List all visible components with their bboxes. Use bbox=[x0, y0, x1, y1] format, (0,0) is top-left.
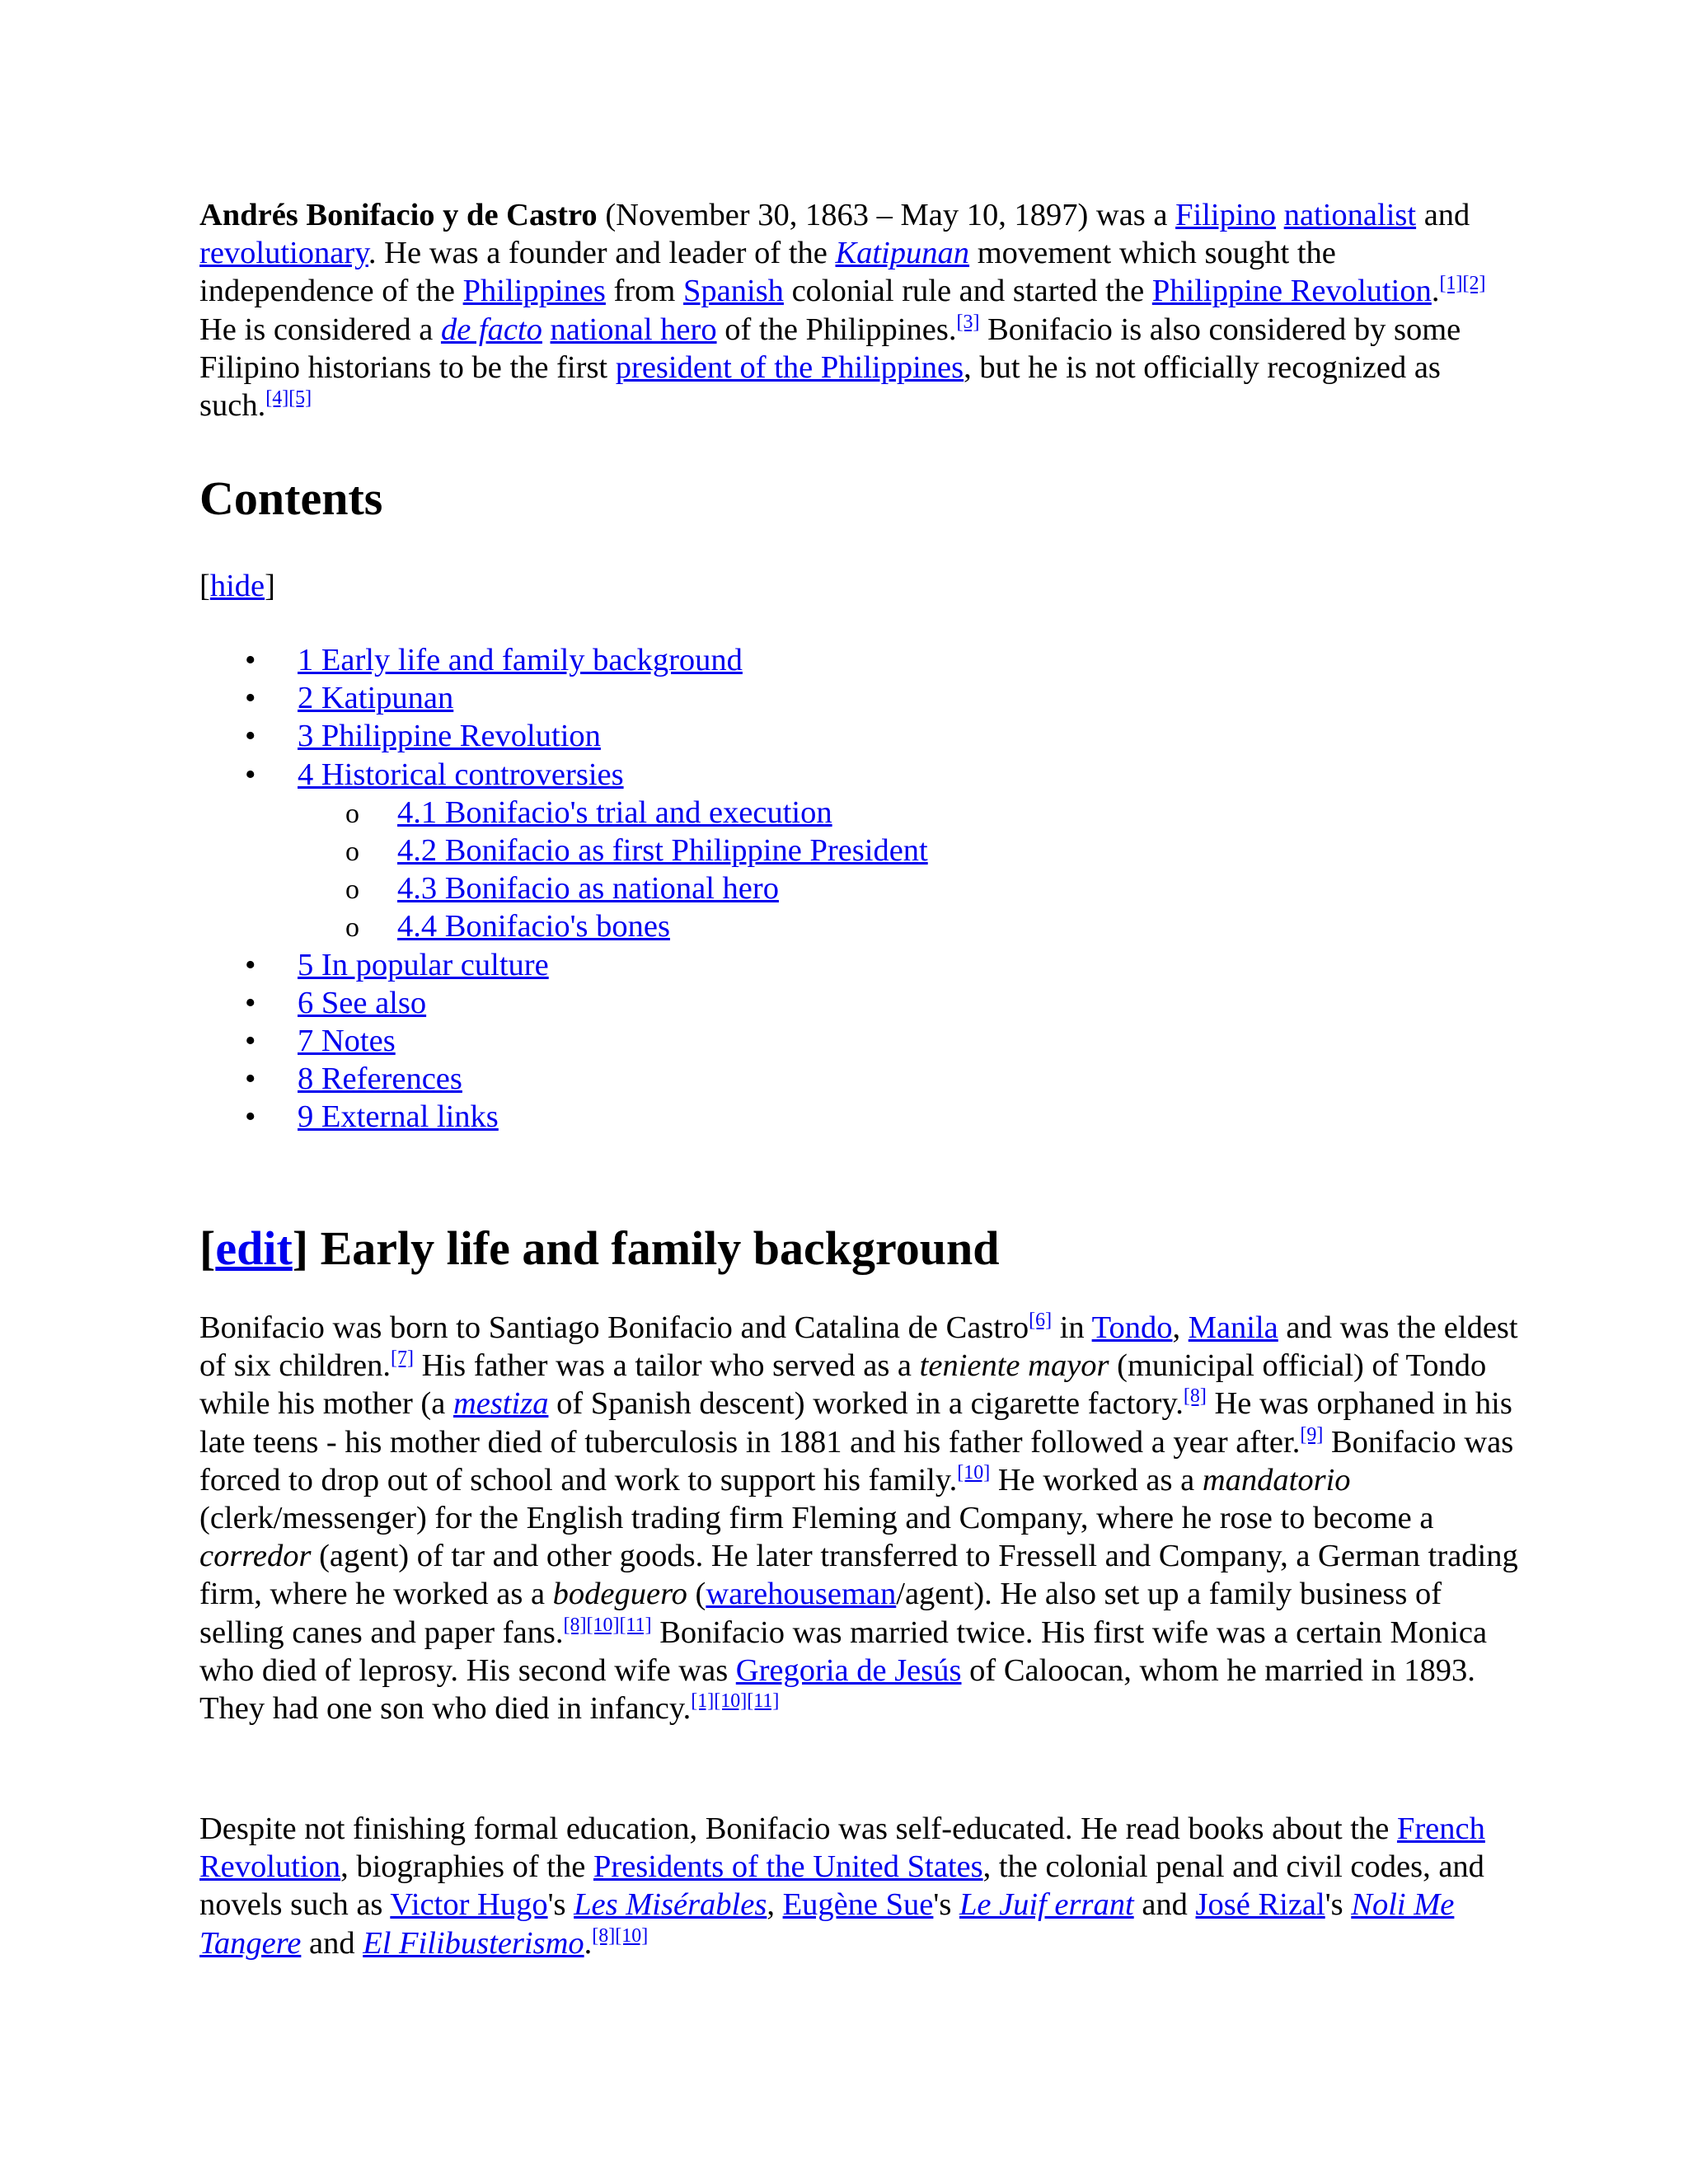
toc-toggle bbox=[199, 567, 275, 605]
ref-group bbox=[1184, 1386, 1207, 1408]
body-text: , biographies of the bbox=[340, 1849, 593, 1885]
body-text: of Caloocan, whom he married in 1893. They had one son who died in infancy. bbox=[199, 1652, 1475, 1727]
ref-group bbox=[1439, 274, 1485, 295]
citation-link[interactable]: [8] bbox=[1183, 1385, 1207, 1408]
toc-item bbox=[199, 946, 928, 984]
intro-text: He is considered a bbox=[199, 312, 441, 347]
link-de-facto-label: de facto bbox=[440, 312, 542, 347]
toc-link-see-also[interactable]: 6 See also bbox=[298, 985, 427, 1020]
italic-term: corredor bbox=[199, 1539, 312, 1574]
citation-link[interactable]: [5] bbox=[288, 387, 312, 410]
link-mestiza[interactable] bbox=[453, 1386, 549, 1421]
intro-text: and bbox=[1416, 198, 1470, 232]
toc-hide-link[interactable]: hide bbox=[209, 569, 265, 603]
section-heading-early-life bbox=[199, 1221, 1000, 1275]
link-national-hero[interactable]: national hero bbox=[550, 312, 717, 347]
body-text: and bbox=[1133, 1887, 1196, 1923]
link-le-juif-errant-label: Le Juif errant bbox=[959, 1887, 1134, 1923]
body-text: , bbox=[767, 1887, 783, 1923]
toc-link-bones[interactable]: 4.4 Bonifacio's bones bbox=[397, 909, 670, 944]
link-el-filibusterismo-label: El Filibusterismo bbox=[363, 1925, 584, 1961]
ref-group bbox=[391, 1347, 414, 1369]
toc-title: Contents bbox=[199, 471, 383, 525]
intro-text: , but he is not officially recognized as such. bbox=[199, 349, 1441, 424]
body-text: 's bbox=[1325, 1887, 1352, 1923]
link-jose-rizal[interactable]: José Rizal bbox=[1195, 1887, 1325, 1923]
toc-link-notes[interactable]: 7 Notes bbox=[298, 1024, 396, 1059]
link-spanish[interactable]: Spanish bbox=[683, 274, 784, 309]
toc-subitem bbox=[199, 869, 928, 907]
citation-link[interactable]: [11] bbox=[619, 1614, 652, 1636]
link-noli-me-tangere-label: Noli Me Tangere bbox=[199, 1887, 1455, 1961]
link-tondo[interactable]: Tondo bbox=[1091, 1310, 1173, 1345]
toc-item bbox=[199, 756, 928, 794]
citation-link[interactable]: [8] bbox=[592, 1924, 616, 1947]
body-text: (municipal official) of Tondo while his mother (a bbox=[199, 1348, 1487, 1422]
link-de-facto[interactable] bbox=[441, 312, 542, 347]
toc-link-philippine-revolution[interactable]: 3 Philippine Revolution bbox=[298, 719, 601, 754]
toc-link-popular-culture[interactable]: 5 In popular culture bbox=[298, 947, 549, 982]
body-text: and was the eldest of six children. bbox=[199, 1310, 1518, 1384]
toc-item bbox=[199, 984, 928, 1022]
ref-group bbox=[592, 1925, 648, 1947]
bracket: [ bbox=[199, 1221, 216, 1275]
body-text: , the colonial penal and civil codes, and novels such as bbox=[199, 1849, 1484, 1923]
body-text: He was orphaned in his late teens - his mother died of tuberculosis in 1881 and his father followed a year after. bbox=[199, 1386, 1512, 1460]
bracket: [ bbox=[199, 569, 210, 603]
intro-text: . He was a founder and leader of the bbox=[368, 236, 836, 271]
citation-link[interactable]: [7] bbox=[391, 1347, 414, 1370]
body-text: Bonifacio was forced to drop out of school and work to support his family. bbox=[199, 1424, 1514, 1497]
body-text: Bonifacio was married twice. His first wife was a certain Monica who died of leprosy. His second wife was bbox=[199, 1615, 1488, 1688]
body-text: 's bbox=[547, 1887, 574, 1923]
ref-group bbox=[691, 1690, 779, 1712]
toc-link-national-hero[interactable]: 4.3 Bonifacio as national hero bbox=[397, 871, 779, 907]
toc-link-references[interactable]: 8 References bbox=[298, 1062, 462, 1097]
citation-link[interactable]: [1] bbox=[691, 1690, 715, 1713]
toc-link-historical-controversies[interactable]: 4 Historical controversies bbox=[298, 757, 624, 792]
ref-group bbox=[564, 1615, 652, 1636]
link-el-filibusterismo[interactable] bbox=[363, 1926, 584, 1961]
link-president-philippines[interactable]: president of the Philippines bbox=[615, 349, 964, 385]
body-paragraph bbox=[199, 1810, 1518, 1962]
ref-group bbox=[265, 387, 312, 409]
citation-link[interactable]: [6] bbox=[1029, 1310, 1053, 1332]
intro-text bbox=[1276, 198, 1284, 232]
link-philippine-revolution[interactable]: Philippine Revolution bbox=[1151, 274, 1432, 309]
toc-item bbox=[199, 1060, 928, 1098]
body-text: (clerk/messenger) for the English trading firm Fleming and Company, where he rose to become a bbox=[199, 1501, 1434, 1536]
bracket: ] bbox=[292, 1221, 309, 1275]
citation-link[interactable]: [2] bbox=[1462, 273, 1486, 295]
citation-link[interactable]: [10] bbox=[615, 1924, 649, 1947]
edit-section-link[interactable]: edit bbox=[215, 1221, 293, 1275]
intro-text: (November 30, 1863 – May 10, 1897) was a bbox=[597, 198, 1176, 232]
body-text: and bbox=[301, 1925, 363, 1961]
toc-link-katipunan[interactable]: 2 Katipunan bbox=[298, 681, 454, 716]
toc-item bbox=[199, 679, 928, 717]
body-text: , bbox=[1172, 1310, 1189, 1345]
body-text: ( bbox=[687, 1577, 706, 1612]
toc-link-early-life[interactable]: 1 Early life and family background bbox=[298, 643, 743, 677]
toc-item bbox=[199, 1098, 928, 1136]
toc-link-first-president[interactable]: 4.2 Bonifacio as first Philippine President bbox=[397, 833, 928, 869]
body-paragraph bbox=[199, 1309, 1518, 1727]
body-text: /agent). He also set up a family business of selling canes and paper fans. bbox=[199, 1577, 1442, 1650]
body-text: . bbox=[584, 1925, 593, 1961]
intro-text: of the Philippines. bbox=[716, 312, 957, 347]
link-eugene-sue[interactable]: Eugène Sue bbox=[782, 1887, 934, 1923]
link-katipunan-label: Katipunan bbox=[835, 236, 970, 271]
citation-link[interactable]: [9] bbox=[1300, 1423, 1324, 1446]
citation-link[interactable]: [10] bbox=[957, 1461, 991, 1483]
link-nationalist[interactable]: nationalist bbox=[1283, 198, 1417, 232]
intro-text: . bbox=[1431, 274, 1440, 309]
bracket: ] bbox=[265, 569, 275, 603]
toc-item bbox=[199, 1022, 928, 1060]
body-text: in bbox=[1052, 1310, 1092, 1345]
toc-subitem bbox=[199, 907, 928, 945]
table-of-contents bbox=[199, 641, 928, 1137]
citation-link[interactable]: [8] bbox=[563, 1614, 587, 1636]
link-mestiza-label: mestiza bbox=[452, 1386, 549, 1422]
link-les-miserables[interactable] bbox=[574, 1887, 767, 1922]
link-philippines[interactable]: Philippines bbox=[462, 274, 606, 309]
intro-text: Bonifacio is also considered by some Filipino historians to be the first bbox=[199, 312, 1461, 385]
ref-group bbox=[1300, 1424, 1323, 1446]
link-katipunan[interactable] bbox=[835, 236, 969, 270]
citation-link[interactable]: [3] bbox=[956, 311, 980, 333]
link-presidents-us[interactable]: Presidents of the United States bbox=[593, 1849, 983, 1885]
citation-link[interactable]: [11] bbox=[747, 1690, 780, 1713]
intro-text: colonial rule and started the bbox=[783, 274, 1152, 309]
toc-item bbox=[199, 717, 928, 755]
link-french-revolution[interactable]: French Revolution bbox=[199, 1811, 1485, 1885]
link-gregoria-de-jesus[interactable]: Gregoria de Jesús bbox=[735, 1652, 962, 1688]
citation-link[interactable]: [10] bbox=[714, 1690, 748, 1713]
link-manila[interactable]: Manila bbox=[1188, 1310, 1278, 1345]
body-text: (agent) of tar and other goods. He later transferred to Fressell and Company, a German trading firm, where he worked as a bbox=[199, 1539, 1518, 1612]
intro-text: movement which sought the independence of the bbox=[199, 236, 1336, 309]
toc-subitem bbox=[199, 794, 928, 832]
body-text: of Spanish descent) worked in a cigarette factory. bbox=[548, 1386, 1184, 1422]
toc-subitem bbox=[199, 832, 928, 869]
toc-link-external-links[interactable]: 9 External links bbox=[298, 1099, 499, 1135]
toc-link-trial-execution[interactable]: 4.1 Bonifacio's trial and execution bbox=[397, 794, 832, 830]
body-text: Bonifacio was born to Santiago Bonifacio and Catalina de Castro bbox=[199, 1310, 1029, 1345]
intro-text: from bbox=[605, 274, 683, 309]
link-le-juif-errant[interactable] bbox=[959, 1887, 1134, 1922]
intro-paragraph bbox=[199, 196, 1502, 424]
italic-term: mandatorio bbox=[1202, 1462, 1351, 1497]
citation-link[interactable]: [1] bbox=[1439, 273, 1463, 295]
body-text: Despite not finishing formal education, Bonifacio was self-educated. He read books about the bbox=[199, 1811, 1397, 1846]
body-text: His father was a tailor who served as a bbox=[414, 1348, 920, 1384]
link-filipino[interactable]: Filipino bbox=[1175, 198, 1277, 232]
ref-group bbox=[956, 312, 979, 333]
ref-group bbox=[1029, 1310, 1052, 1331]
section-title: Early life and family background bbox=[308, 1221, 1000, 1275]
article-subject-name: Andrés Bonifacio y de Castro bbox=[199, 198, 598, 232]
link-revolutionary[interactable]: revolutionary bbox=[199, 236, 368, 271]
body-text: He worked as a bbox=[990, 1462, 1203, 1497]
link-les-miserables-label: Les Misérables bbox=[574, 1887, 767, 1923]
intro-text bbox=[542, 312, 551, 347]
italic-term: bodeguero bbox=[552, 1577, 687, 1612]
link-warehouseman[interactable]: warehouseman bbox=[706, 1577, 897, 1612]
toc-item bbox=[199, 641, 928, 679]
ref-group bbox=[957, 1462, 990, 1483]
body-text: 's bbox=[933, 1887, 959, 1923]
link-victor-hugo[interactable]: Victor Hugo bbox=[390, 1887, 548, 1923]
citation-link[interactable]: [4] bbox=[265, 387, 289, 410]
italic-term: teniente mayor bbox=[919, 1348, 1109, 1384]
citation-link[interactable]: [10] bbox=[586, 1614, 620, 1636]
